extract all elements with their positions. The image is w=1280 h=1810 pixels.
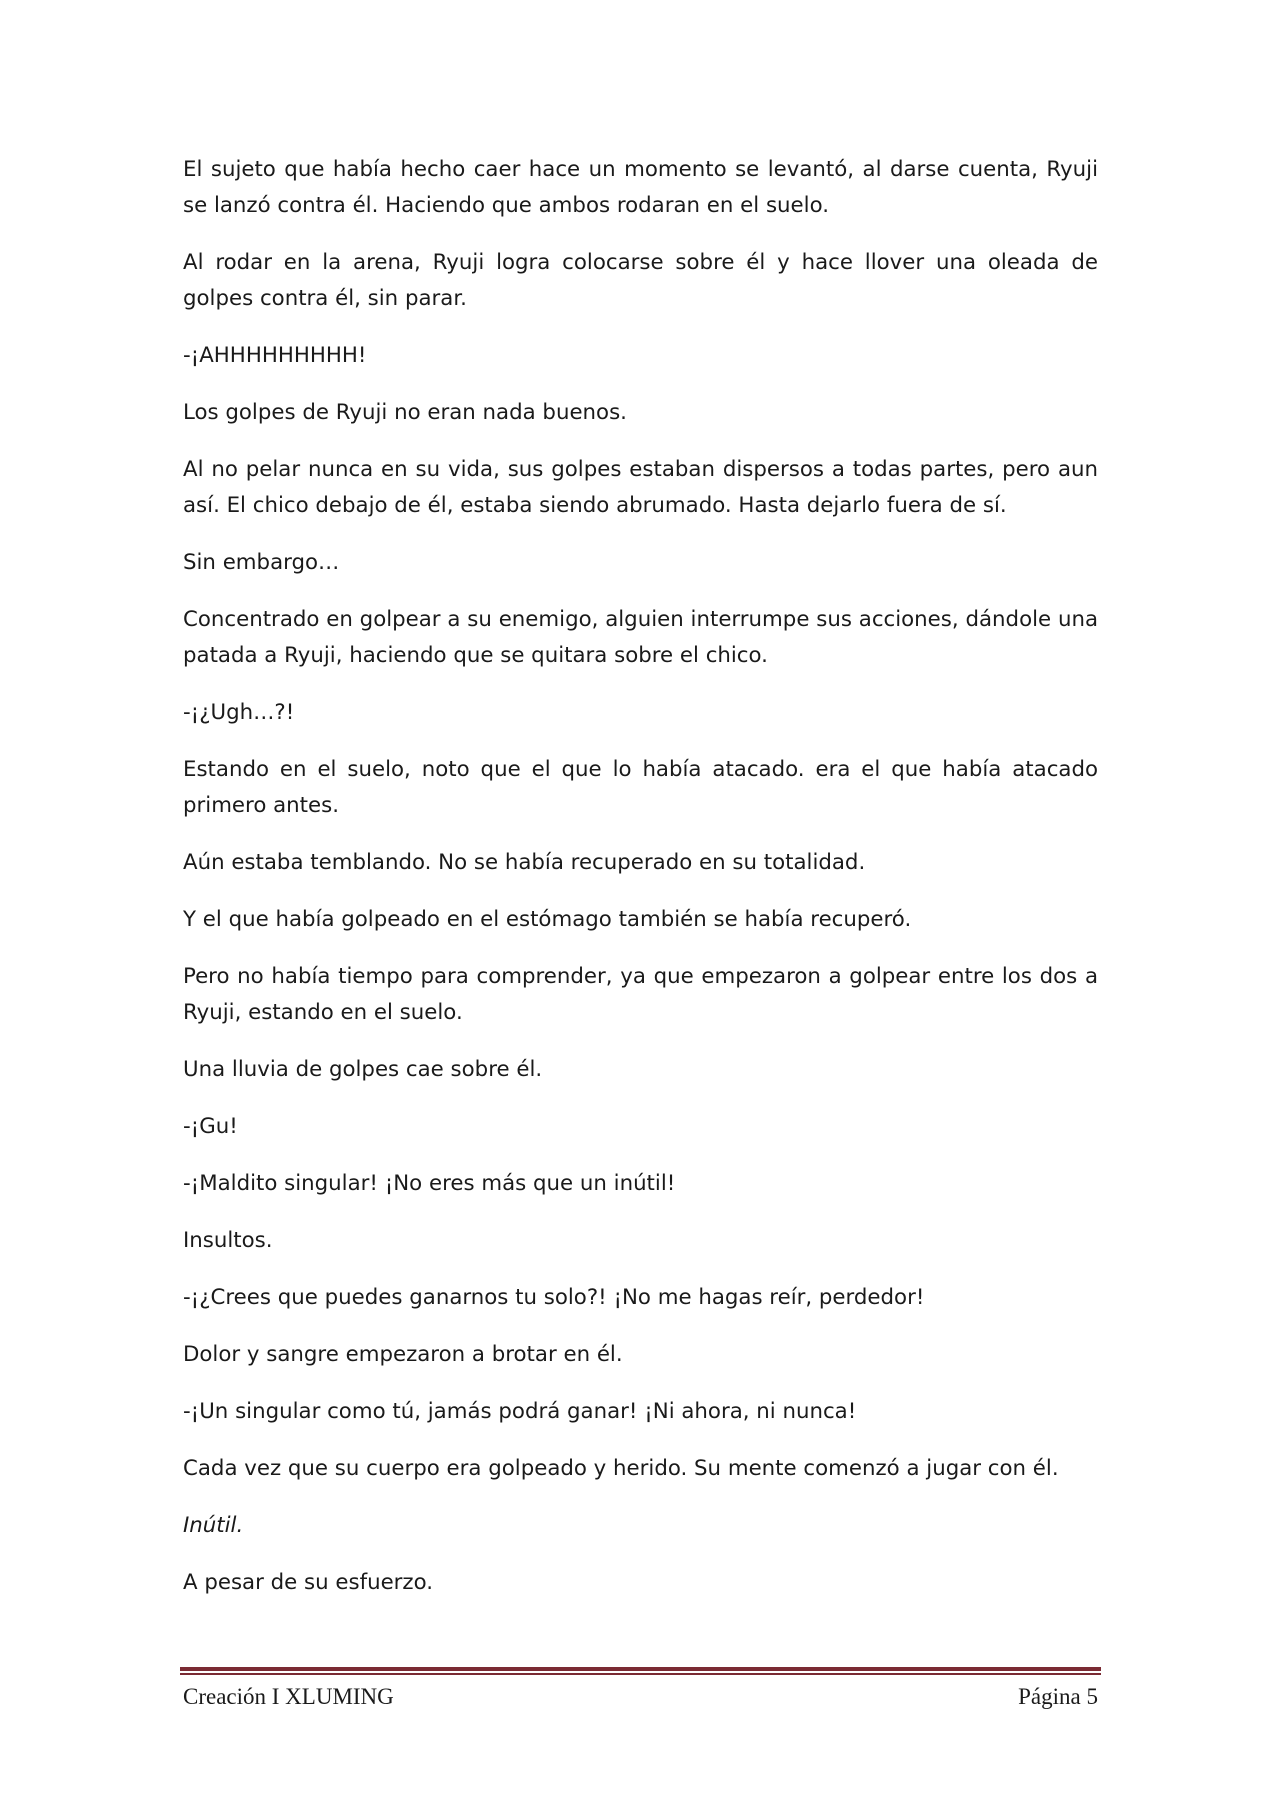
paragraph: A pesar de su esfuerzo. [183, 1570, 434, 1595]
footer-author: Creación I XLUMING [183, 1684, 394, 1709]
paragraph: Al rodar en la arena, Ryuji logra colocarse sobre él y hace llover una oleada de golpes contra él, sin parar. [183, 250, 1098, 311]
paragraph: Inútil. [183, 1513, 244, 1538]
paragraph: -¡Un singular como tú, jamás podrá ganar! ¡Ni ahora, ni nunca! [183, 1399, 857, 1424]
paragraph: Dolor y sangre empezaron a brotar en él. [183, 1342, 623, 1367]
paragraph: -¡¿Crees que puedes ganarnos tu solo?! ¡No me hagas reír, perdedor! [183, 1285, 925, 1310]
paragraph: Y el que había golpeado en el estómago también se había recuperó. [183, 907, 912, 932]
page-footer [183, 1680, 1098, 1714]
footer-divider-thin [180, 1673, 1101, 1675]
paragraph: -¡AHHHHHHHHH! [183, 343, 367, 368]
paragraph: Sin embargo… [183, 550, 340, 575]
paragraph: Insultos. [183, 1228, 273, 1253]
paragraph: El sujeto que había hecho caer hace un momento se levantó, al darse cuenta, Ryuji se lanzó contra él. Haciendo que ambos rodaran en el suelo. [183, 157, 1098, 218]
footer-divider-thick [180, 1667, 1101, 1671]
paragraph: Cada vez que su cuerpo era golpeado y herido. Su mente comenzó a jugar con él. [183, 1456, 1059, 1481]
paragraph: -¡Maldito singular! ¡No eres más que un inútil! [183, 1171, 676, 1196]
paragraph: Pero no había tiempo para comprender, ya que empezaron a golpear entre los dos a Ryuji, estando en el suelo. [183, 964, 1098, 1025]
paragraph: Una lluvia de golpes cae sobre él. [183, 1057, 543, 1082]
paragraph: Al no pelar nunca en su vida, sus golpes estaban dispersos a todas partes, pero aun así. El chico debajo de él, estaba siendo abrumado. Hasta dejarlo fuera de sí. [183, 457, 1098, 518]
paragraph: Estando en el suelo, noto que el que lo había atacado. era el que había atacado primero antes. [183, 757, 1098, 818]
footer-page-number: Página 5 [1018, 1684, 1098, 1709]
paragraph: Aún estaba temblando. No se había recuperado en su totalidad. [183, 850, 866, 875]
paragraph: -¡Gu! [183, 1114, 238, 1139]
paragraph: -¡¿Ugh…?! [183, 700, 295, 725]
footer-divider [180, 1667, 1101, 1676]
paragraph: Concentrado en golpear a su enemigo, alguien interrumpe sus acciones, dándole una patada a Ryuji, haciendo que se quitara sobre el chico. [183, 607, 1098, 668]
paragraph: Los golpes de Ryuji no eran nada buenos. [183, 400, 627, 425]
page-body [183, 152, 1098, 1622]
